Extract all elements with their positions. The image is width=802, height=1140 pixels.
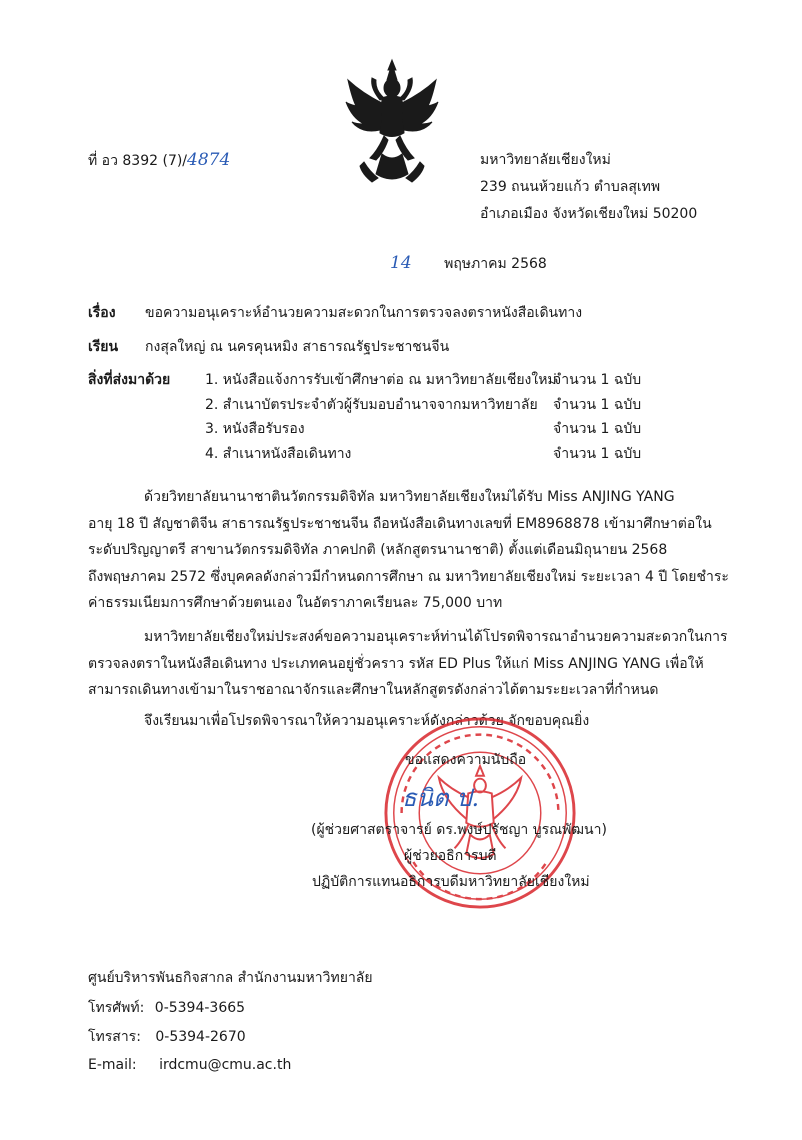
attachments-label: สิ่งที่ส่งมาด้วย [88,372,171,388]
paragraph-line: ด้วยวิทยาลัยนานาชาตินวัตกรรมดิจิทัล มหาวิทยาลัยเชียงใหม่ได้รับ Miss ANJING YANG [144,489,675,505]
attachment-item: 4. สำเนาหนังสือเดินทาง [205,446,352,462]
footer-fax [88,1029,246,1046]
document-date [390,253,547,273]
attachment-qty: จำนวน 1 ฉบับ [553,446,642,462]
document-number-handwritten: 4874 [187,150,231,170]
garuda-emblem-icon [342,58,442,186]
body-paragraph-1 [88,484,729,617]
subject-label: เรื่อง [88,305,116,321]
sender-line-1: มหาวิทยาลัยเชียงใหม่ [480,152,611,168]
phone-value: 0-5394-3665 [154,1000,246,1016]
to-label: เรียน [88,339,119,355]
attachment-qty: จำนวน 1 ฉบับ [553,421,642,437]
signature-handwritten: ธนิต ป. [402,784,480,812]
paragraph-line: ตรวจลงตราในหนังสือเดินทาง ประเภทคนอยู่ชั่วคราว รหัส ED Plus ให้แก่ Miss ANJING YANG เพื่อให้ [88,655,704,672]
sender-line-2: 239 ถนนห้วยแก้ว ตำบลสุเทพ [480,179,661,195]
email-value: irdcmu@cmu.ac.th [159,1057,292,1073]
attachment-qty: จำนวน 1 ฉบับ [553,397,642,413]
paragraph-line: มหาวิทยาลัยเชียงใหม่ประสงค์ขอความอนุเคราะห์ท่านได้โปรดพิจารณาอำนวยความสะดวกในการ [144,629,728,645]
signer-name: (ผู้ช่วยศาสตราจารย์ ดร.พงษ์ปรัชญา บูรณพัฒนา) [311,822,607,838]
document-number [88,150,230,170]
body-paragraph-3: จึงเรียนมาเพื่อโปรดพิจารณาให้ความอนุเคราะห์ดังกล่าวด้วย จักขอบคุณยิ่ง [144,713,590,729]
footer-phone [88,1000,245,1017]
subject-text: ขอความอนุเคราะห์อำนวยความสะดวกในการตรวจลงตราหนังสือเดินทาง [145,305,583,321]
attachment-item: 2. สำเนาบัตรประจำตัวผู้รับมอบอำนาจจากมหาวิทยาลัย [205,397,538,413]
to-text: กงสุลใหญ่ ณ นครคุนหมิง สาธารณรัฐประชาชนจีน [145,339,450,355]
signer-title-2: ปฏิบัติการแทนอธิการบดีมหาวิทยาลัยเชียงใหม่ [312,874,590,890]
paragraph-line: ถึงพฤษภาคม 2572 ซึ่งบุคคลดังกล่าวมีกำหนดการศึกษา ณ มหาวิทยาลัยเชียงใหม่ ระยะเวลา 4 ปี โดยชำระ [88,568,729,585]
body-paragraph-2 [88,624,728,704]
signer-title-1: ผู้ช่วยอธิการบดี [404,848,497,864]
fax-label: โทรสาร: [88,1029,141,1045]
attachment-qty: จำนวน 1 ฉบับ [553,372,642,388]
document-number-prefix: ที่ อว 8392 (7)/ [88,153,188,169]
paragraph-line: ค่าธรรมเนียมการศึกษาด้วยตนเอง ในอัตราภาคเรียนละ 75,000 บาท [88,595,503,611]
date-day-handwritten: 14 [390,253,412,273]
email-label: E-mail: [88,1057,137,1073]
date-month-year: พฤษภาคม 2568 [444,256,547,272]
attachment-item: 3. หนังสือรับรอง [205,421,305,437]
paragraph-line: สามารถเดินทางเข้ามาในราชอาณาจักรและศึกษาในหลักสูตรดังกล่าวได้ตามระยะเวลาที่กำหนด [88,682,659,698]
paragraph-line: อายุ 18 ปี สัญชาติจีน สาธารณรัฐประชาชนจีน ถือหนังสือเดินทางเลขที่ EM8968878 เข้ามาศึกษาต่อใน [88,515,712,532]
fax-value: 0-5394-2670 [155,1029,246,1045]
sender-line-3: อำเภอเมือง จังหวัดเชียงใหม่ 50200 [480,206,698,222]
phone-label: โทรศัพท์: [88,1000,145,1016]
footer-email [88,1057,291,1074]
footer-office: ศูนย์บริหารพันธกิจสากล สำนักงานมหาวิทยาลัย [88,970,373,986]
closing-text: ขอแสดงความนับถือ [405,752,527,768]
paragraph-line: ระดับปริญญาตรี สาขานวัตกรรมดิจิทัล ภาคปกติ (หลักสูตรนานาชาติ) ตั้งแต่เดือนมิถุนายน 2568 [88,542,668,558]
attachment-item: 1. หนังสือแจ้งการรับเข้าศึกษาต่อ ณ มหาวิทยาลัยเชียงใหม่ [205,372,557,388]
